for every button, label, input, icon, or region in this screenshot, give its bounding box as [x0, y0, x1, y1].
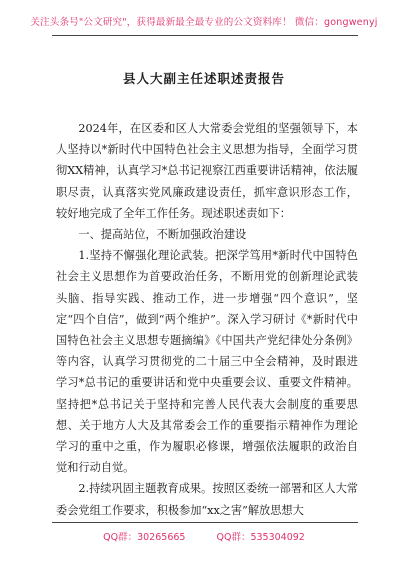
footer-qq-group-2: QQ群：535304092 [216, 532, 305, 543]
body-paragraph: 1.坚持不懈强化理论武装。把深学笃用*新时代中国特色社会主义思想作为首要政治任务，不断用党的创新理论武装头脑、指导实践、推动工作，进一步增强“四个意识”，坚定“四个自信”，做到“两个维护”。深入学习研讨《*新时代中国特色社会主义思想专题摘编》《中国共产党纪律处分条例》等内容，认真学习贯彻党的二十届三中全会精神，及时跟进学习*总书记的重要讲话和党中央重要会议、重要文件精神。坚持把*总书记关于坚持和完善人民代表大会制度的重要思想、关于地方人大及其常委会工作的重要指示精神作为理论学习的重中之重，作为履职必修课，增强依法履职的政治自觉和行动自觉。 [56, 249, 358, 475]
header-divider [52, 35, 358, 36]
footer-divider [52, 522, 358, 523]
footer [0, 529, 408, 543]
document-body [56, 118, 358, 521]
intro-paragraph: 2024年，在区委和区人大常委会党组的坚强领导下，本人坚持以*新时代中国特色社会主义思想为指导，全面学习贯彻XX精神，认真学习*总书记视察江西重要讲话精神，依法履职尽责，认真落实党风廉政建设责任，抓牢意识形态工作，较好地完成了全年工作任务。现述职述责如下： [56, 122, 358, 220]
footer-qq-group-1: QQ群：30265665 [103, 532, 186, 543]
document-title: 县人大副主任述职述责报告 [122, 71, 285, 86]
header-banner: 关注头条号"公文研究"，获得最新最全最专业的公文资料库！ 微信：gongwenyj [30, 17, 378, 28]
body-paragraph: 2.持续巩固主题教育成果。按照区委统一部署和区人大常委会党组工作要求，积极参加“xx之害”解放思想大 [56, 482, 358, 517]
section-heading: 一、提高站位，不断加强政治建设 [78, 228, 247, 242]
